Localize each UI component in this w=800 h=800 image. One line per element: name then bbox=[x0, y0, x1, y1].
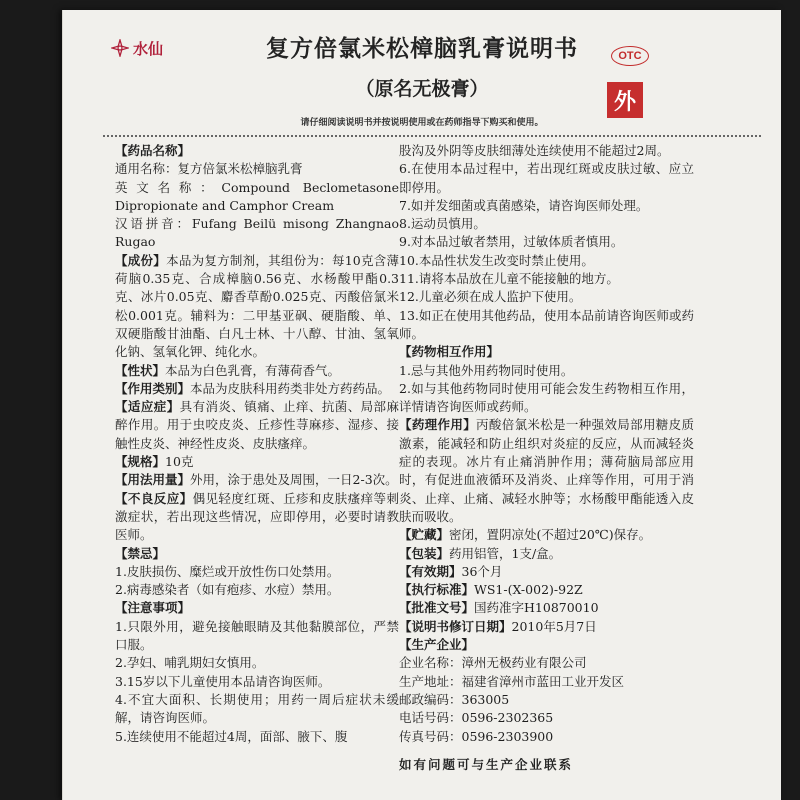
paragraph bbox=[399, 233, 694, 251]
section-label: 【药物相互作用】 bbox=[399, 344, 500, 360]
paragraph bbox=[115, 691, 399, 728]
section-text: 1.忌与其他外用药物同时使用。 bbox=[399, 362, 574, 378]
section-label: 【药品名称】 bbox=[115, 143, 191, 158]
paragraph bbox=[399, 691, 694, 709]
paragraph bbox=[115, 673, 399, 691]
paragraph bbox=[399, 599, 694, 617]
paragraph bbox=[115, 728, 399, 746]
paragraph bbox=[115, 471, 399, 489]
paragraph bbox=[115, 453, 399, 471]
instruction-sheet bbox=[62, 10, 781, 800]
section-text: 国药准字H10870010 bbox=[474, 600, 599, 616]
paragraph bbox=[115, 654, 399, 672]
section-text: 2010年5月7日 bbox=[511, 618, 597, 634]
paragraph bbox=[399, 197, 694, 215]
section-text: 企业名称：漳州无极药业有限公司 bbox=[399, 655, 587, 671]
right-text-column bbox=[399, 142, 694, 746]
paragraph bbox=[399, 288, 694, 306]
section-text: 电话号码：0596-2302365 bbox=[399, 710, 554, 726]
paragraph bbox=[399, 563, 694, 581]
section-label: 【适应症】 bbox=[115, 399, 180, 415]
section-text: 本品为皮肤科用药类非处方药药品。 bbox=[190, 380, 391, 396]
section-label: 【作用类别】 bbox=[115, 380, 191, 396]
section-text: 2.病毒感染者（如有疱疹、水痘）禁用。 bbox=[115, 582, 340, 598]
section-text: 8.运动员慎用。 bbox=[399, 216, 486, 232]
section-label: 【说明书修订日期】 bbox=[399, 618, 512, 634]
external-use-badge: 外 bbox=[607, 82, 643, 118]
paragraph bbox=[115, 398, 399, 453]
paragraph bbox=[115, 160, 399, 178]
paragraph bbox=[399, 728, 694, 746]
section-text: 药用铝管，1支/盒。 bbox=[449, 545, 562, 561]
paragraph bbox=[399, 307, 694, 344]
section-text: 通用名称：复方倍氯米松樟脑乳膏 bbox=[115, 161, 303, 177]
section-text: 英文名称：Compound Beclometasone Dipropionate and Camphor Cream bbox=[115, 179, 399, 213]
paragraph bbox=[399, 215, 694, 233]
paragraph bbox=[399, 160, 694, 197]
section-text: 6.在使用本品过程中，若出现红斑或皮肤过敏、应立即停用。 bbox=[399, 161, 694, 195]
section-text: 7.如并发细菌或真菌感染，请咨询医师处理。 bbox=[399, 197, 649, 213]
paragraph bbox=[399, 252, 694, 270]
paragraph bbox=[399, 636, 694, 654]
section-label: 【执行标准】 bbox=[399, 582, 475, 598]
section-text: 生产地址：福建省漳州市蓝田工业开发区 bbox=[399, 673, 625, 689]
section-text: 汉语拼音：Fufang Beilü misong Zhangnao Rugao bbox=[115, 216, 399, 250]
paragraph bbox=[399, 545, 694, 563]
paragraph bbox=[399, 142, 694, 160]
section-text: 本品为复方制剂，其组份为：每10克含薄荷脑0.35克、合成樟脑0.56克、水杨酸甲酯0.3克、冰片0.05克、麝香草酚0.025克、丙酸倍氯米松0.001克。辅料为：二甲基亚砜、硬脂酸、单、双硬脂酸甘油酯、白凡士林、十八醇、甘油、氢氧化钠、氢氧化钾、纯化水。 bbox=[115, 252, 399, 360]
section-text: 邮政编码：363005 bbox=[399, 691, 510, 707]
paragraph bbox=[115, 215, 399, 252]
paragraph bbox=[115, 563, 399, 581]
otc-badge: OTC bbox=[611, 46, 649, 66]
paragraph bbox=[399, 380, 694, 417]
section-label: 【性状】 bbox=[115, 362, 166, 378]
section-label: 【成份】 bbox=[115, 252, 167, 268]
section-label: 【规格】 bbox=[115, 454, 166, 470]
paragraph bbox=[115, 490, 399, 545]
section-label: 【药理作用】 bbox=[399, 417, 477, 433]
section-label: 【禁忌】 bbox=[115, 545, 166, 561]
section-text: 密闭，置阴凉处(不超过20℃)保存。 bbox=[449, 527, 652, 543]
paragraph bbox=[399, 362, 694, 380]
paragraph bbox=[115, 252, 399, 362]
paragraph bbox=[115, 599, 399, 617]
section-text: 2.如与其他药物同时使用可能会发生药物相互作用，详情请咨询医师或药师。 bbox=[399, 380, 694, 415]
paragraph bbox=[115, 545, 399, 563]
section-label: 【有效期】 bbox=[399, 563, 462, 579]
section-text: 5.连续使用不能超过4周，面部、腋下、腹 bbox=[115, 728, 348, 744]
paragraph bbox=[399, 343, 694, 361]
section-text: 1.皮肤损伤、糜烂或开放性伤口处禁用。 bbox=[115, 563, 340, 579]
section-text: 具有消炎、镇痛、止痒、抗菌、局部麻醉作用。用于虫咬皮炎、丘疹性荨麻疹、湿疹、接触性皮炎、神经性皮炎、皮肤瘙痒。 bbox=[115, 399, 399, 451]
section-text: 外用，涂于患处及周围，一日2-3次。 bbox=[190, 472, 398, 488]
paragraph bbox=[115, 618, 399, 655]
document-title: 复方倍氯米松樟脑乳膏说明书 bbox=[266, 36, 578, 62]
section-text: 10.本品性状发生改变时禁止使用。 bbox=[399, 252, 594, 268]
document-subtitle: （原名无极膏） bbox=[355, 78, 489, 100]
section-label: 【贮藏】 bbox=[399, 527, 450, 543]
section-text: 4.不宜大面积、长期使用；用药一周后症状未缓解，请咨询医师。 bbox=[115, 691, 399, 726]
paragraph bbox=[399, 526, 694, 544]
section-text: WS1-(X-002)-92Z bbox=[474, 582, 583, 598]
section-text: 10克 bbox=[165, 454, 194, 470]
section-text: 36个月 bbox=[461, 563, 503, 579]
section-text: 股沟及外阴等皮肤细薄处连续使用不能超过2周。 bbox=[399, 143, 670, 158]
section-text: 传真号码：0596-2303900 bbox=[399, 728, 554, 744]
section-text: 9.对本品过敏者禁用，过敏体质者慎用。 bbox=[399, 234, 624, 250]
paragraph bbox=[115, 380, 399, 398]
section-label: 【用法用量】 bbox=[115, 472, 191, 488]
section-text: 12.儿童必须在成人监护下使用。 bbox=[399, 289, 582, 305]
section-text: 偶见轻度红斑、丘疹和皮肤瘙痒等刺激症状，若出现这些情况，应即停用，必要时请教医师。 bbox=[115, 490, 399, 543]
paragraph bbox=[399, 618, 694, 636]
left-text-column bbox=[115, 142, 399, 746]
paragraph bbox=[399, 581, 694, 599]
brand-name: 水仙 bbox=[133, 39, 164, 58]
paragraph bbox=[399, 270, 694, 288]
section-label: 【不良反应】 bbox=[115, 490, 193, 506]
section-text: 丙酸倍氯米松是一种强效局部用糖皮质激素，能减轻和防止组织对炎症的反应，从而减轻炎症的表现。冰片有止痛消肿作用；薄荷脑局部应用时，有促进血液循环及消炎、止痒等作用，可用于消炎、止痒、止痛、减轻水肿等；水杨酸甲酯能透入皮肤而吸收。 bbox=[399, 417, 694, 524]
section-label: 【注意事项】 bbox=[115, 600, 191, 616]
section-text: 2.孕妇、哺乳期妇女慎用。 bbox=[115, 655, 265, 671]
paragraph bbox=[115, 362, 399, 380]
section-text: 11.请将本品放在儿童不能接触的地方。 bbox=[399, 271, 619, 287]
usage-notice: 请仔细阅读说明书并按说明使用或在药师指导下购买和使用。 bbox=[300, 118, 544, 128]
paragraph bbox=[115, 581, 399, 599]
section-text: 1.只限外用，避免接触眼睛及其他黏膜部位，严禁口服。 bbox=[115, 618, 399, 653]
section-label: 【批准文号】 bbox=[399, 600, 475, 616]
paragraph bbox=[115, 179, 399, 216]
section-text: 3.15岁以下儿童使用本品请咨询医师。 bbox=[115, 673, 331, 689]
section-label: 【包装】 bbox=[399, 545, 450, 561]
paragraph bbox=[399, 416, 694, 526]
paragraph bbox=[399, 654, 694, 672]
paragraph bbox=[399, 673, 694, 691]
contact-footer: 如有问题可与生产企业联系 bbox=[399, 757, 574, 772]
dotted-divider bbox=[103, 135, 761, 137]
paragraph bbox=[115, 142, 399, 160]
section-label: 【生产企业】 bbox=[399, 637, 475, 653]
section-text: 本品为白色乳膏，有薄荷香气。 bbox=[165, 362, 341, 378]
section-text: 13.如正在使用其他药品，使用本品前请咨询医师或药师。 bbox=[399, 307, 694, 341]
paragraph bbox=[399, 709, 694, 727]
